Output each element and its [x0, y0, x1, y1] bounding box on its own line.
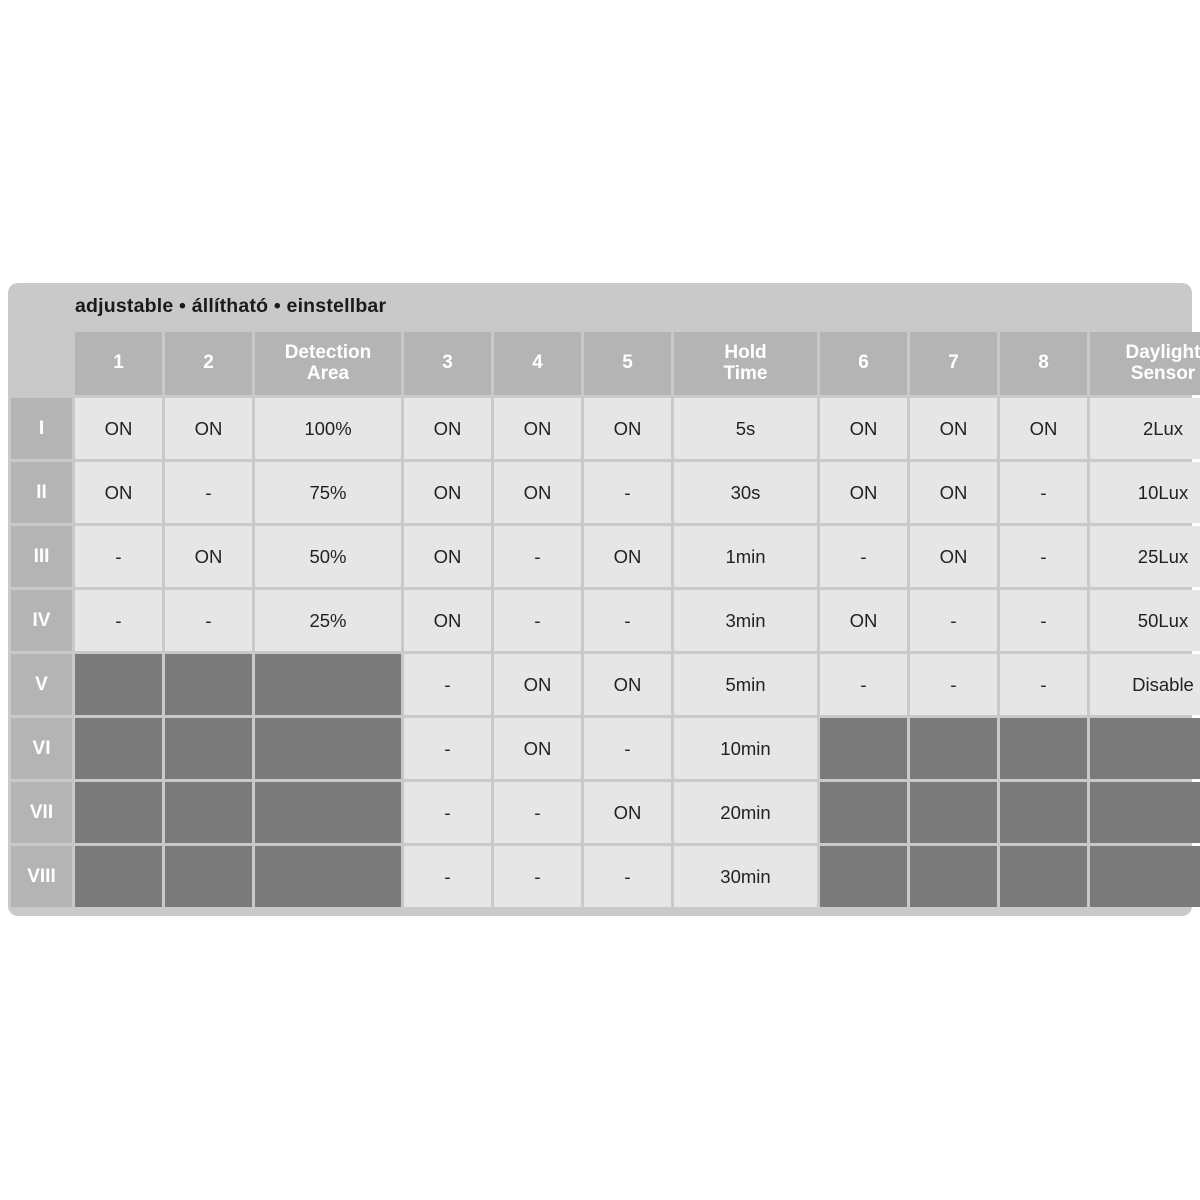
- column-header-hold-time-line2: Time: [723, 362, 768, 384]
- column-header-daylight-sensor-line1: Daylight: [1125, 341, 1200, 363]
- cell-vii-daylight-sensor-blocked: [1090, 782, 1200, 843]
- table-header-row: [11, 332, 1200, 395]
- row-header-iv: IV: [11, 590, 72, 651]
- table-row: [11, 718, 1200, 779]
- column-header-switch-1: 1: [75, 332, 162, 395]
- cell-v-detection-area-blocked: [255, 654, 401, 715]
- cell-viii-5: -: [584, 846, 671, 907]
- table-row: [11, 846, 1200, 907]
- panel-title: adjustable • állítható • einstellbar: [75, 294, 387, 317]
- cell-vi-hold-time: 10min: [674, 718, 817, 779]
- cell-ii-1: ON: [75, 462, 162, 523]
- cell-v-6: -: [820, 654, 907, 715]
- cell-i-hold-time: 5s: [674, 398, 817, 459]
- cell-vii-6-blocked: [820, 782, 907, 843]
- cell-iii-3: ON: [404, 526, 491, 587]
- column-header-switch-4: 4: [494, 332, 581, 395]
- cell-ii-daylight-sensor: 10Lux: [1090, 462, 1200, 523]
- cell-iv-1: -: [75, 590, 162, 651]
- cell-vi-6-blocked: [820, 718, 907, 779]
- cell-iii-detection-area: 50%: [255, 526, 401, 587]
- cell-v-1-blocked: [75, 654, 162, 715]
- table-row: [11, 526, 1200, 587]
- cell-iv-detection-area: 25%: [255, 590, 401, 651]
- cell-vi-8-blocked: [1000, 718, 1087, 779]
- cell-iii-5: ON: [584, 526, 671, 587]
- cell-ii-6: ON: [820, 462, 907, 523]
- row-header-vi: VI: [11, 718, 72, 779]
- cell-vii-3: -: [404, 782, 491, 843]
- cell-viii-6-blocked: [820, 846, 907, 907]
- table-row: [11, 462, 1200, 523]
- cell-i-daylight-sensor: 2Lux: [1090, 398, 1200, 459]
- table-body: [11, 398, 1200, 907]
- cell-i-6: ON: [820, 398, 907, 459]
- cell-ii-2: -: [165, 462, 252, 523]
- cell-i-3: ON: [404, 398, 491, 459]
- dip-switch-settings-table: [8, 329, 1200, 910]
- column-header-switch-6: 6: [820, 332, 907, 395]
- cell-vi-2-blocked: [165, 718, 252, 779]
- column-header-detection-area-line2: Area: [306, 362, 350, 384]
- table-row: [11, 590, 1200, 651]
- cell-i-2: ON: [165, 398, 252, 459]
- cell-vi-4: ON: [494, 718, 581, 779]
- cell-viii-detection-area-blocked: [255, 846, 401, 907]
- cell-vii-detection-area-blocked: [255, 782, 401, 843]
- cell-vii-8-blocked: [1000, 782, 1087, 843]
- column-header-switch-8: 8: [1000, 332, 1087, 395]
- cell-vii-7-blocked: [910, 782, 997, 843]
- cell-iii-2: ON: [165, 526, 252, 587]
- cell-vi-7-blocked: [910, 718, 997, 779]
- cell-iv-4: -: [494, 590, 581, 651]
- cell-viii-7-blocked: [910, 846, 997, 907]
- cell-v-2-blocked: [165, 654, 252, 715]
- cell-v-daylight-sensor: Disable: [1090, 654, 1200, 715]
- cell-vi-detection-area-blocked: [255, 718, 401, 779]
- row-header-ii: II: [11, 462, 72, 523]
- cell-i-5: ON: [584, 398, 671, 459]
- cell-vi-1-blocked: [75, 718, 162, 779]
- cell-vi-5: -: [584, 718, 671, 779]
- cell-vi-3: -: [404, 718, 491, 779]
- table-corner-cell: [11, 332, 72, 395]
- cell-iv-daylight-sensor: 50Lux: [1090, 590, 1200, 651]
- cell-v-8: -: [1000, 654, 1087, 715]
- cell-vii-2-blocked: [165, 782, 252, 843]
- column-header-daylight-sensor-line2: Sensor: [1130, 362, 1196, 384]
- table-row: [11, 398, 1200, 459]
- cell-vii-4: -: [494, 782, 581, 843]
- column-header-switch-3: 3: [404, 332, 491, 395]
- column-header-hold-time: [674, 332, 817, 395]
- cell-i-8: ON: [1000, 398, 1087, 459]
- cell-ii-8: -: [1000, 462, 1087, 523]
- cell-viii-hold-time: 30min: [674, 846, 817, 907]
- row-header-viii: VIII: [11, 846, 72, 907]
- cell-iii-daylight-sensor: 25Lux: [1090, 526, 1200, 587]
- column-header-switch-2: 2: [165, 332, 252, 395]
- cell-iv-hold-time: 3min: [674, 590, 817, 651]
- cell-iii-hold-time: 1min: [674, 526, 817, 587]
- row-header-v: V: [11, 654, 72, 715]
- settings-matrix-panel: [8, 283, 1200, 916]
- cell-viii-daylight-sensor-blocked: [1090, 846, 1200, 907]
- cell-viii-3: -: [404, 846, 491, 907]
- cell-v-hold-time: 5min: [674, 654, 817, 715]
- column-header-detection-area: [255, 332, 401, 395]
- cell-ii-hold-time: 30s: [674, 462, 817, 523]
- cell-v-5: ON: [584, 654, 671, 715]
- cell-iii-8: -: [1000, 526, 1087, 587]
- row-header-iii: III: [11, 526, 72, 587]
- cell-ii-4: ON: [494, 462, 581, 523]
- cell-i-4: ON: [494, 398, 581, 459]
- cell-vi-daylight-sensor-blocked: [1090, 718, 1200, 779]
- cell-iii-4: -: [494, 526, 581, 587]
- cell-i-detection-area: 100%: [255, 398, 401, 459]
- cell-i-7: ON: [910, 398, 997, 459]
- cell-viii-4: -: [494, 846, 581, 907]
- column-header-hold-time-line1: Hold: [724, 341, 767, 363]
- cell-viii-2-blocked: [165, 846, 252, 907]
- row-header-vii: VII: [11, 782, 72, 843]
- cell-iii-6: -: [820, 526, 907, 587]
- cell-vii-5: ON: [584, 782, 671, 843]
- cell-viii-8-blocked: [1000, 846, 1087, 907]
- table-row: [11, 782, 1200, 843]
- cell-i-1: ON: [75, 398, 162, 459]
- cell-iv-2: -: [165, 590, 252, 651]
- column-header-switch-7: 7: [910, 332, 997, 395]
- cell-iv-5: -: [584, 590, 671, 651]
- cell-iv-3: ON: [404, 590, 491, 651]
- cell-iv-6: ON: [820, 590, 907, 651]
- cell-iii-7: ON: [910, 526, 997, 587]
- row-header-i: I: [11, 398, 72, 459]
- cell-ii-3: ON: [404, 462, 491, 523]
- cell-ii-detection-area: 75%: [255, 462, 401, 523]
- cell-vii-1-blocked: [75, 782, 162, 843]
- cell-viii-1-blocked: [75, 846, 162, 907]
- column-header-switch-5: 5: [584, 332, 671, 395]
- cell-ii-5: -: [584, 462, 671, 523]
- cell-iv-7: -: [910, 590, 997, 651]
- column-header-detection-area-line1: Detection: [284, 341, 372, 363]
- cell-v-3: -: [404, 654, 491, 715]
- column-header-daylight-sensor: [1090, 332, 1200, 395]
- cell-ii-7: ON: [910, 462, 997, 523]
- cell-iv-8: -: [1000, 590, 1087, 651]
- table-row: [11, 654, 1200, 715]
- panel-title-bar: [8, 283, 1192, 329]
- cell-vii-hold-time: 20min: [674, 782, 817, 843]
- cell-v-7: -: [910, 654, 997, 715]
- cell-iii-1: -: [75, 526, 162, 587]
- cell-v-4: ON: [494, 654, 581, 715]
- table-header: [11, 332, 1200, 395]
